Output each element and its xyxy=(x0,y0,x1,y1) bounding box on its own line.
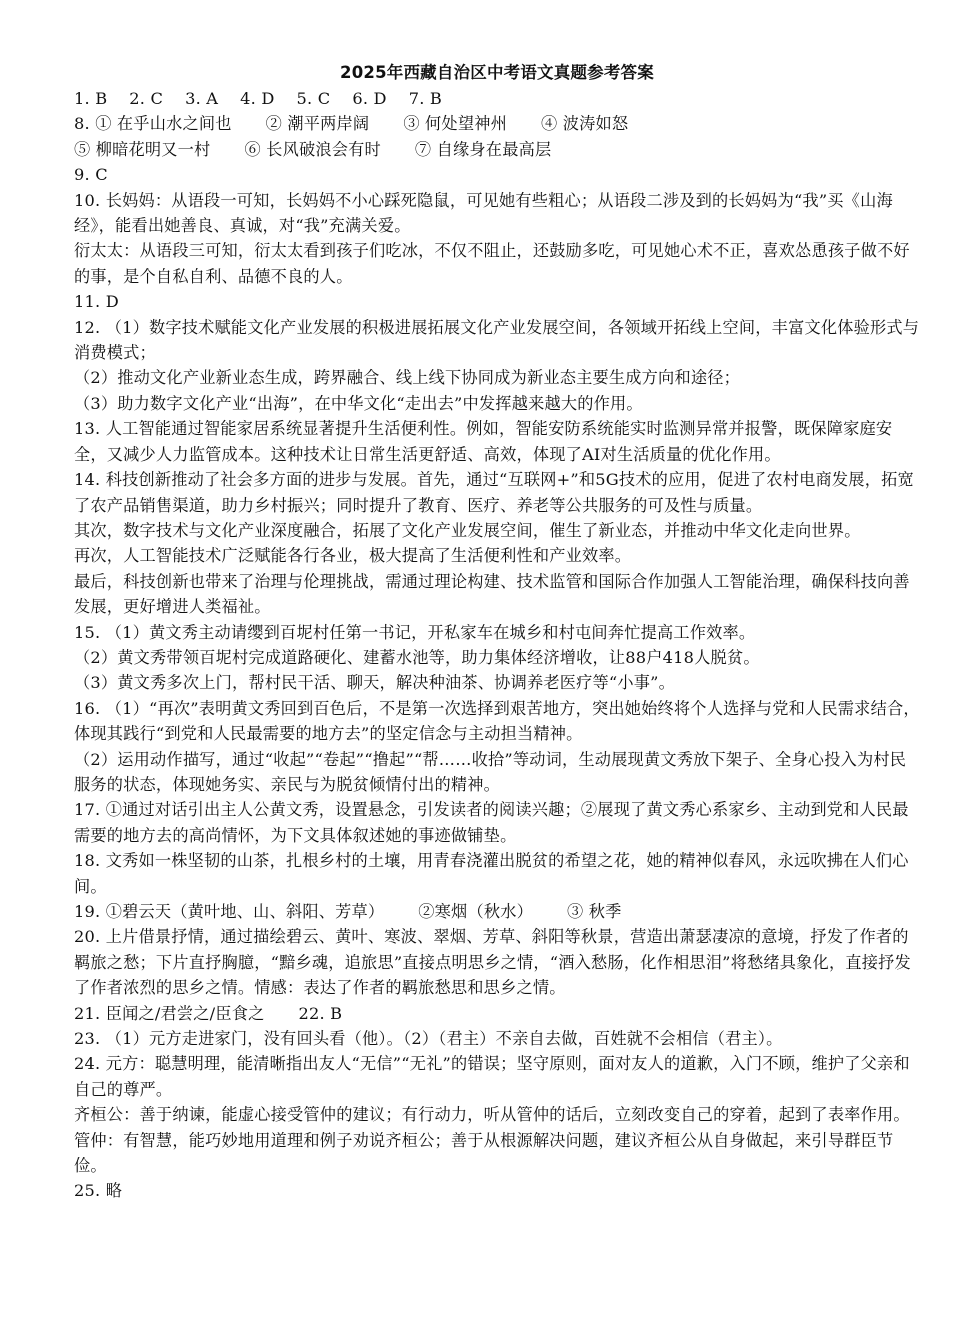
answer-8-blank-6: ⑥ 长风破浪会有时 xyxy=(244,139,381,159)
answer-19-part-2: ②寒烟（秋水） xyxy=(418,902,533,921)
answer-4: 4. D xyxy=(240,89,275,108)
answer-21: 21. 臣闻之/君尝之/臣食之 xyxy=(74,1003,265,1023)
answer-24-part-3: 管仲：有智慧，能巧妙地用道理和例子劝说齐桓公；善于从根源解决问题，建议齐桓公从自身做起，来引导群臣节俭。 xyxy=(74,1130,894,1176)
answer-8-row1 xyxy=(74,111,920,136)
answer-24-part-1: 24. 元方：聪慧明理，能清晰指出友人“无信”“无礼”的错误；坚守原则，面对友人的道歉，入门不顾，维护了父亲和自己的尊严。 xyxy=(74,1054,910,1099)
answer-8-blank-4: ④ 波涛如怒 xyxy=(540,114,629,134)
answer-8-blank-2: ② 潮平两岸阔 xyxy=(265,114,370,134)
answer-3: 3. A xyxy=(185,89,219,108)
answer-18: 18. 文秀如一株坚韧的山茶，扎根乡村的土壤，用青春浇灌出脱贫的希望之花，她的精神似春风，永远吹拂在人们心间。 xyxy=(74,851,909,896)
answer-20: 20. 上片借景抒情，通过描绘碧云、黄叶、寒波、翠烟、芳草、斜阳等秋景，营造出萧瑟凄凉的意境，抒发了作者的羁旅之愁；下片直抒胸臆，“黯乡魂，追旅思”直接点明思乡之情，“酒入愁肠，化作相思泪”将愁绪具象化，直接抒发了作者浓烈的思乡之情。情感：表达了作者的羁旅愁思和思乡之情。 xyxy=(74,927,911,998)
answer-15-part-3: （3）黄文秀多次上门，帮村民干活、聊天，解决种油茶、协调养老医疗等“小事”。 xyxy=(74,673,676,693)
answer-15-part-1: 15. （1）黄文秀主动请缨到百坭村任第一书记，开私家车在城乡和村屯间奔忙提高工作效率。 xyxy=(74,622,756,642)
answer-13: 13. 人工智能通过智能家居系统显著提升生活便利性。例如，智能安防系统能实时监测异常并报警，既保障家庭安全，又减少人力监管成本。这种技术让日常生活更舒适、高效，体现了AI对生活质量的优化作用。 xyxy=(74,419,893,464)
answer-19-row xyxy=(74,899,920,924)
answer-16-part-1: 16. （1）“再次”表明黄文秀回到百色后，不是第一次选择到艰苦地方，突出她始终将个人选择与党和人民需求结合，体现其践行“到党和人民最需要的地方去”的坚定信念与主动担当精神。 xyxy=(74,698,920,744)
page-title: 2025年西藏自治区中考语文真题参考答案 xyxy=(340,63,654,82)
answer-24-part-2: 齐桓公：善于纳谏，能虚心接受管仲的建议；有行动力，听从管仲的话后，立刻改变自己的穿着，起到了表率作用。 xyxy=(74,1105,910,1125)
answer-8-blank-5: ⑤ 柳暗花明又一村 xyxy=(74,139,211,159)
answer-10-part-1: 10. 长妈妈：从语段一可知，长妈妈不小心踩死隐鼠，可见她有些粗心；从语段二涉及到的长妈妈为“我”买《山海经》，能看出她善良、真诚，对“我”充满关爱。 xyxy=(74,190,893,236)
answer-12-part-1: 12. （1）数字技术赋能文化产业发展的积极进展拓展文化产业发展空间，各领域开拓线上空间，丰富文化体验形式与消费模式； xyxy=(74,317,920,363)
answer-19-part-1: 19. ①碧云天（黄叶地、山、斜阳、芳草） xyxy=(74,902,385,921)
answer-8-row2 xyxy=(74,137,920,162)
multiple-choice-row xyxy=(74,86,920,111)
answer-6: 6. D xyxy=(352,89,387,108)
answer-14-part-3: 再次，人工智能技术广泛赋能各行各业，极大提高了生活便利性和产业效率。 xyxy=(74,546,632,566)
answer-21-22-row xyxy=(74,1001,920,1026)
answer-23: 23. （1）元方走进家门，没有回头看（他）。（2）（君主）不亲自去做，百姓就不会相信（君主）。 xyxy=(74,1029,783,1049)
answer-5: 5. C xyxy=(296,89,331,108)
answer-12-part-3: （3）助力数字文化产业“出海”，在中华文化“走出去”中发挥越来越大的作用。 xyxy=(74,393,643,413)
answer-16-part-2: （2）运用动作描写，通过“收起”“卷起”“撸起”“帮……收拾”等动词，生动展现黄文秀放下架子、全身心投入为村民服务的状态，体现她务实、亲民与为脱贫倾情付出的精神。 xyxy=(74,749,907,794)
answer-1: 1. B xyxy=(74,89,108,108)
answer-17: 17. ①通过对话引出主人公黄文秀，设置悬念，引发读者的阅读兴趣；②展现了黄文秀心系家乡、主动到党和人民最需要的地方去的高尚情怀，为下文具体叙述她的事迹做铺垫。 xyxy=(74,800,909,845)
answer-2: 2. C xyxy=(129,89,164,108)
answer-25: 25. 略 xyxy=(74,1181,123,1201)
answer-19-part-3: ③ 秋季 xyxy=(567,902,622,921)
answer-11: 11. D xyxy=(74,292,119,312)
answer-14-part-2: 其次，数字技术与文化产业深度融合，拓展了文化产业发展空间，催生了新业态，并推动中华文化走向世界。 xyxy=(74,520,861,540)
answer-10-part-2: 衍太太：从语段三可知，衍太太看到孩子们吃冰，不仅不阻止，还鼓励多吃，可见她心术不正，喜欢怂恿孩子做不好的事，是个自私自利、品德不良的人。 xyxy=(74,241,910,286)
answer-12-part-2: （2）推动文化产业新业态生成，跨界融合、线上线下协同成为新业态主要生成方向和途径； xyxy=(74,368,740,388)
answer-8-blank-3: ③ 何处望神州 xyxy=(403,114,507,134)
answer-14-part-4: 最后，科技创新也带来了治理与伦理挑战，需通过理论构建、技术监管和国际合作加强人工智能治理，确保科技向善发展，更好增进人类福祉。 xyxy=(74,571,910,617)
answer-14-part-1: 14. 科技创新推动了社会多方面的进步与发展。首先，通过“互联网+”和5G技术的应用，促进了农村电商发展，拓宽了农产品销售渠道，助力乡村振兴；同时提升了教育、医疗、养老等公共服务的可及性与质量。 xyxy=(74,470,914,515)
answer-9: 9. C xyxy=(74,165,108,185)
answer-15-part-2: （2）黄文秀带领百坭村完成道路硬化、建蓄水池等，助力集体经济增收，让88户418人脱贫。 xyxy=(74,647,760,667)
answer-7: 7. B xyxy=(408,89,442,108)
answer-22: 22. B xyxy=(298,1003,343,1023)
answer-8-blank-1: 8. ① 在乎山水之间也 xyxy=(74,114,232,134)
answer-8-blank-7: ⑦ 自缘身在最高层 xyxy=(414,139,552,159)
